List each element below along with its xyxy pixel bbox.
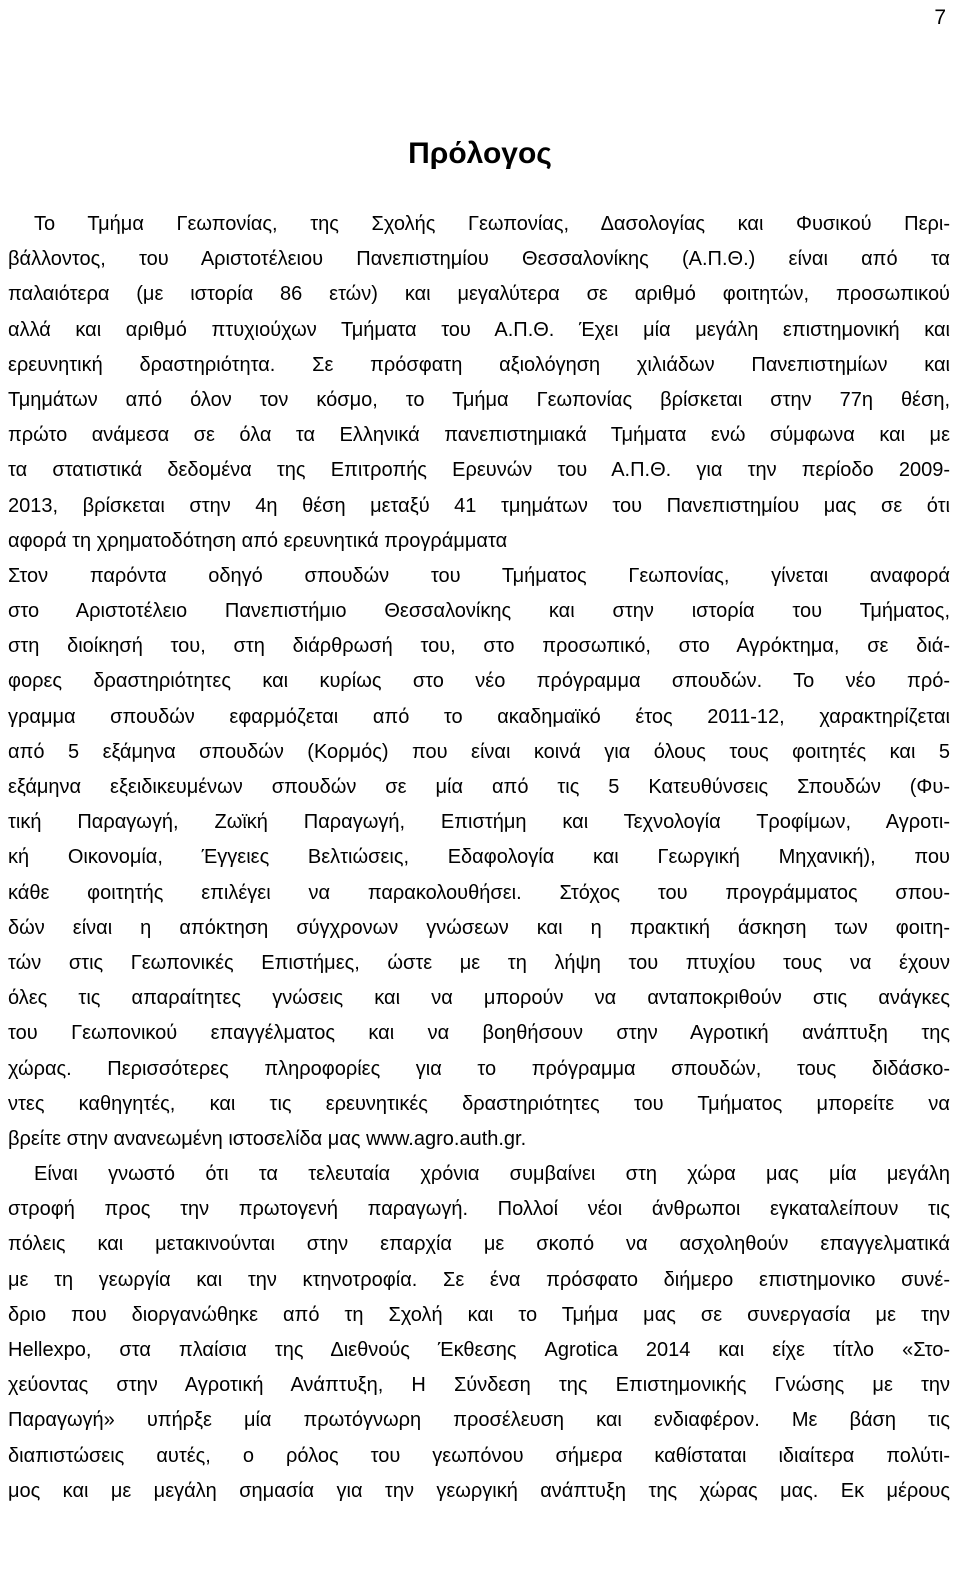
text-line: πόλεις και μετακινούνται στην επαρχία με σκοπό να ασχοληθούν επαγγελματικά — [8, 1233, 950, 1256]
body-text — [8, 207, 950, 1509]
text-line: ερευνητική δραστηριότητα. Σε πρόσφατη αξιολόγηση χιλιάδων Πανεπιστημίων και — [8, 353, 950, 376]
text-line: γραμμα σπουδών εφαρμόζεται από το ακαδημαϊκό έτος 2011-12, χαρακτηρίζεται — [8, 705, 950, 728]
text-line: από 5 εξάμηνα σπουδών (Κορμός) που είναι κοινά για όλους τους φοιτητές και 5 — [8, 740, 950, 763]
text-line: κή Οικονομία, Έγγειες Βελτιώσεις, Εδαφολογία και Γεωργική Μηχανική), που — [8, 846, 950, 869]
text-line: τική Παραγωγή, Ζωϊκή Παραγωγή, Επιστήμη και Τεχνολογία Τροφίμων, Αγροτι- — [8, 811, 950, 834]
text-line: Το Τμήμα Γεωπονίας, της Σχολής Γεωπονίας, Δασολογίας και Φυσικού Περι- — [34, 213, 950, 235]
text-line: στο Αριστοτέλειο Πανεπιστήμιο Θεσσαλονίκης και στην ιστορία του Τμήματος, — [8, 600, 950, 623]
text-line: δριο που διοργανώθηκε από τη Σχολή και το Τμήμα μας σε συνεργασία με την — [8, 1303, 950, 1326]
text-line: του Γεωπονικού επαγγέλματος και να βοηθήσουν στην Αγροτική ανάπτυξη της — [8, 1022, 950, 1045]
text-line: 2013, βρίσκεται στην 4η θέση μεταξύ 41 τμημάτων του Πανεπιστημίου μας σε ότι — [8, 494, 950, 517]
text-line: ντες καθηγητές, και τις ερευνητικές δραστηριότητες του Τμήματος μπορείτε να — [8, 1092, 950, 1115]
text-line: διαπιστώσεις αυτές, ο ρόλος του γεωπόνου σήμερα καθίσταται ιδιαίτερα πολύτι- — [8, 1444, 950, 1467]
page-number: 7 — [934, 6, 946, 29]
text-line: χεύοντας στην Αγροτική Ανάπτυξη, Η Σύνδεση της Επιστημονικής Γνώσης με την — [8, 1374, 950, 1397]
text-line: πρώτο ανάμεσα σε όλα τα Ελληνικά πανεπιστημιακά Τμήματα ενώ σύμφωνα και με — [8, 424, 950, 447]
page-title: Πρόλογος — [408, 137, 552, 170]
text-line: μος και με μεγάλη σημασία για την γεωργική ανάπτυξη της χώρας μας. Εκ μέρους — [8, 1479, 950, 1502]
text-line: Είναι γνωστό ότι τα τελευταία χρόνια συμβαίνει στη χώρα μας μία μεγάλη — [34, 1163, 950, 1186]
text-line: Παραγωγή» υπήρξε μία πρωτόγνωρη προσέλευση και ενδιαφέρον. Με βάση τις — [8, 1409, 950, 1432]
text-line: στη διοίκησή του, στη διάρθρωσή του, στο προσωπικό, στο Αγρόκτημα, σε διά- — [8, 635, 950, 658]
text-line: κάθε φοιτητής επιλέγει να παρακολουθήσει. Στόχος του προγράμματος σπου- — [8, 881, 950, 904]
text-line: με τη γεωργία και την κτηνοτροφία. Σε ένα πρόσφατο διήμερο επιστημονικο συνέ- — [8, 1268, 950, 1291]
text-line: αφορά τη χρηματοδότηση από ερευνητικά προγράμματα — [8, 529, 508, 552]
text-line: Τμημάτων από όλον τον κόσμο, το Τμήμα Γεωπονίας βρίσκεται στην 77η θέση, — [8, 388, 950, 411]
text-line: χώρας. Περισσότερες πληροφορίες για το πρόγραμμα σπουδών, τους διδάσκο- — [8, 1057, 950, 1080]
text-line: όλες τις απαραίτητες γνώσεις και να μπορούν να ανταποκριθούν στις ανάγκες — [8, 987, 950, 1010]
text-line: τα στατιστικά δεδομένα της Επιτροπής Ερευνών του Α.Π.Θ. για την περίοδο 2009- — [8, 459, 950, 482]
text-line: παλαιότερα (με ιστορία 86 ετών) και μεγαλύτερα σε αριθμό φοιτητών, προσωπικού — [8, 283, 950, 306]
text-line: αλλά και αριθμό πτυχιούχων Τμήματα του Α.Π.Θ. Έχει μία μεγάλη επιστημονική και — [8, 318, 950, 341]
text-line: βρείτε στην ανανεωμένη ιστοσελίδα μας www.agro.auth.gr. — [8, 1127, 527, 1150]
text-line: εξάμηνα εξειδικευμένων σπουδών σε μία από τις 5 Κατευθύνσεις Σπουδών (Φυ- — [8, 776, 950, 798]
text-line: δών είναι η απόκτηση σύγχρονων γνώσεων και η πρακτική άσκηση των φοιτη- — [8, 916, 950, 939]
text-line: Στον παρόντα οδηγό σπουδών του Τμήματος Γεωπονίας, γίνεται αναφορά — [8, 564, 950, 587]
text-line: φορες δραστηριότητες και κυρίως στο νέο πρόγραμμα σπουδών. Το νέο πρό- — [8, 670, 950, 693]
text-line: Hellexpo, στα πλαίσια της Διεθνούς Έκθεσης Agrotica 2014 και είχε τίτλο «Στο- — [8, 1339, 950, 1361]
text-line: βάλλοντος, του Αριστοτέλειου Πανεπιστημίου Θεσσαλονίκης (Α.Π.Θ.) είναι από τα — [8, 248, 950, 271]
text-line: τών στις Γεωπονικές Επιστήμες, ώστε με τη λήψη του πτυχίου τους να έχουν — [8, 951, 950, 974]
text-line: στροφή προς την πρωτογενή παραγωγή. Πολλοί νέοι άνθρωποι εγκαταλείπουν τις — [8, 1198, 950, 1221]
